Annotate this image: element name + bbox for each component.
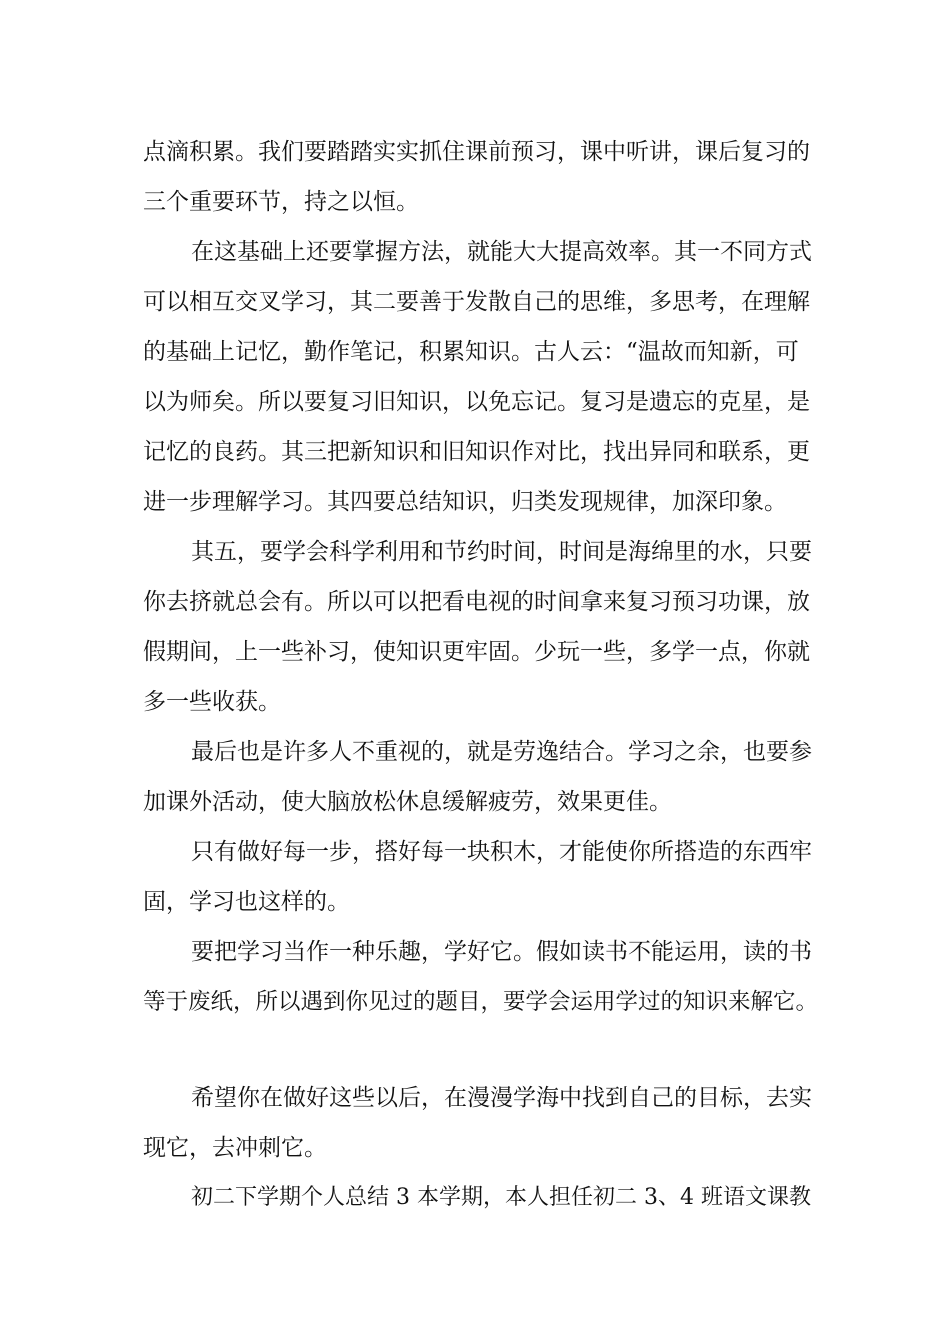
text-line: 要把学习当作一种乐趣，学好它。假如读书不能运用，读的书 [191,939,812,965]
text-line: 记忆的良药。其三把新知识和旧知识作对比，找出异同和联系，更 [143,439,810,465]
text-line: 加课外活动，使大脑放松休息缓解疲劳，效果更佳。 [143,789,672,815]
text-line: 等于废纸，所以遇到你见过的题目，要学会运用学过的知识来解它。 [143,989,819,1015]
text-line: 三个重要环节，持之以恒。 [143,189,419,215]
text-line: 固，学习也这样的。 [143,889,350,915]
text-line: 在这基础上还要掌握方法，就能大大提高效率。其一不同方式 [191,239,812,265]
text-line: 希望你在做好这些以后，在漫漫学海中找到自己的目标，去实 [191,1085,812,1111]
text-line: 可以相互交叉学习，其二要善于发散自己的思维，多思考，在理解 [143,289,810,315]
text-line: 进一步理解学习。其四要总结知识，归类发现规律，加深印象。 [143,489,787,515]
text-line: 点滴积累。我们要踏踏实实抓住课前预习，课中听讲，课后复习的 [143,139,810,165]
text-line: 的基础上记忆，勤作笔记，积累知识。古人云：“温故而知新，可 [143,339,799,365]
text-line: 其五，要学会科学利用和节约时间，时间是海绵里的水，只要 [191,539,812,565]
text-line: 现它，去冲刺它。 [143,1135,327,1161]
text-line: 多一些收获。 [143,689,281,715]
text-line: 只有做好每一步，搭好每一块积木，才能使你所搭造的东西牢 [191,839,812,865]
text-line: 你去挤就总会有。所以可以把看电视的时间拿来复习预习功课，放 [143,589,810,615]
text-line: 最后也是许多人不重视的，就是劳逸结合。学习之余，也要参 [191,739,812,765]
text-line: 初二下学期个人总结 3 本学期，本人担任初二 3、4 班语文课教 [191,1185,811,1210]
text-line: 以为师矣。所以要复习旧知识，以免忘记。复习是遗忘的克星，是 [143,389,810,415]
text-line: 假期间，上一些补习，使知识更牢固。少玩一些，多学一点，你就 [143,639,810,665]
